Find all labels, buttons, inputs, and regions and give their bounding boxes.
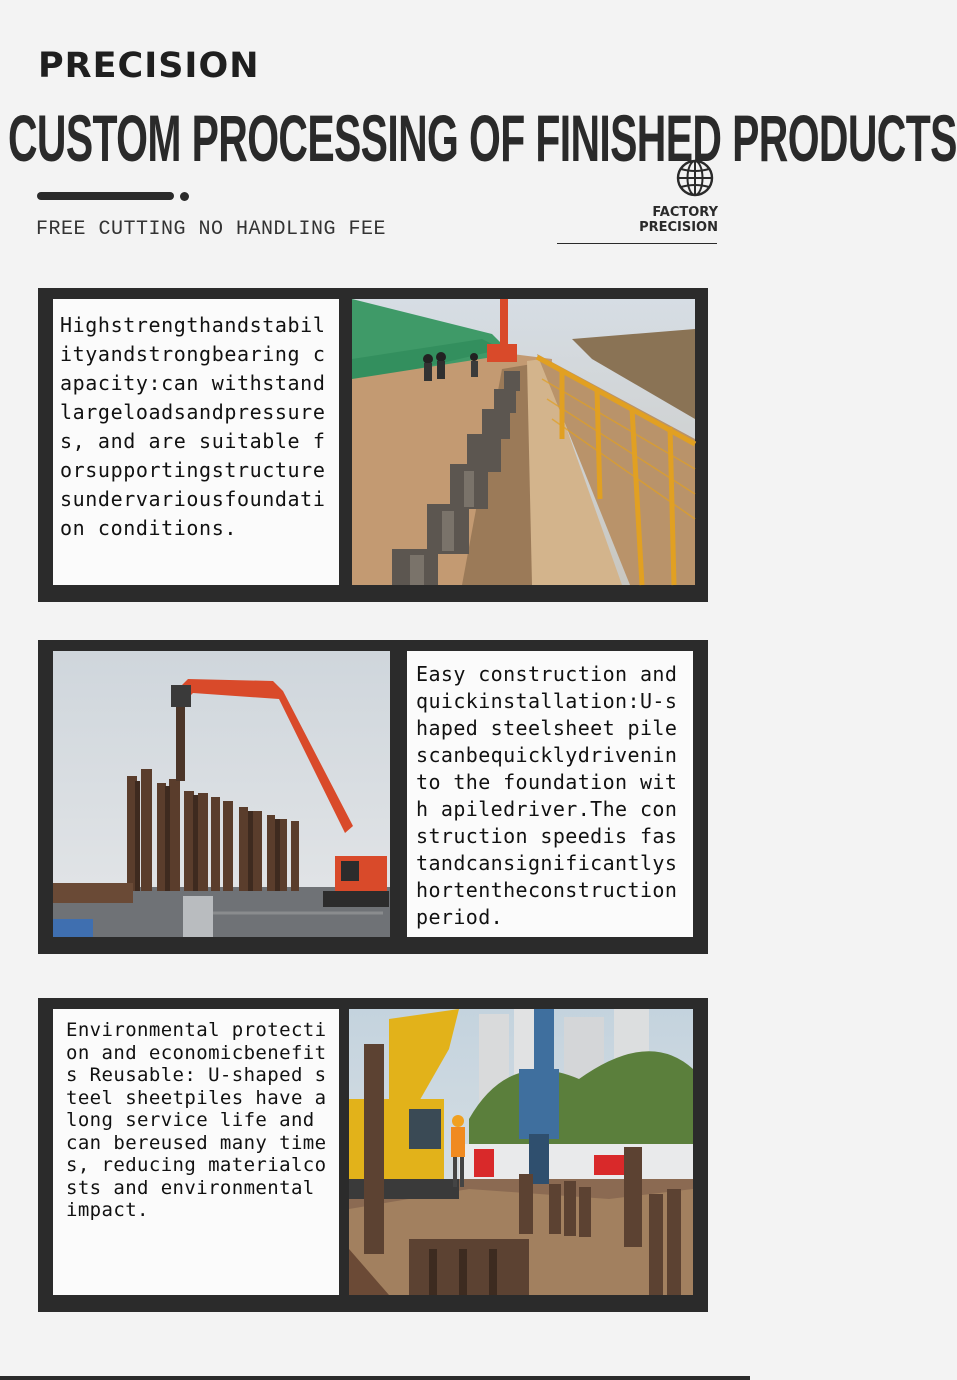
factory-badge xyxy=(620,205,718,235)
eyebrow-title: PRECISION xyxy=(38,46,260,86)
factory-badge-line2: PRECISION xyxy=(639,220,718,235)
header-section xyxy=(0,0,957,260)
photo-pile-driver xyxy=(53,651,390,937)
feature-text-2: Easy construction andquickinstallation:U-shaped steelsheet pilescanbequicklydriveninto the foundation with apiledriver.The construction speedis fastandcansignificantlyshortentheconstructionperiod. xyxy=(407,651,693,937)
page-headline: CUSTOM PROCESSING OF FINISHED PRODUCTS xyxy=(8,101,957,175)
globe-icon xyxy=(675,158,715,198)
decorative-dot xyxy=(180,192,189,201)
feature-card-1 xyxy=(38,288,708,602)
feature-text-3: Environmental protection and economicbenefits Reusable: U-shaped steel sheetpiles have a long service life and can bereused many times, reducing materialcosts and environmental impact. xyxy=(53,1009,339,1295)
decorative-bar xyxy=(37,192,174,200)
factory-badge-line1: FACTORY xyxy=(652,205,718,220)
subtitle: FREE CUTTING NO HANDLING FEE xyxy=(36,218,387,241)
photo-sheet-pile-trench xyxy=(352,299,695,585)
feature-card-2 xyxy=(38,640,708,954)
bottom-rule xyxy=(0,1376,750,1380)
feature-text-1: Highstrengthandstabilityandstrongbearing capacity:can withstand largeloadsandpressures, and are suitable forsupportingstructuresundervariousfoundation conditions. xyxy=(53,299,339,585)
feature-card-3 xyxy=(38,998,708,1312)
badge-underline xyxy=(557,243,717,244)
photo-vibro-hammer xyxy=(349,1009,693,1295)
